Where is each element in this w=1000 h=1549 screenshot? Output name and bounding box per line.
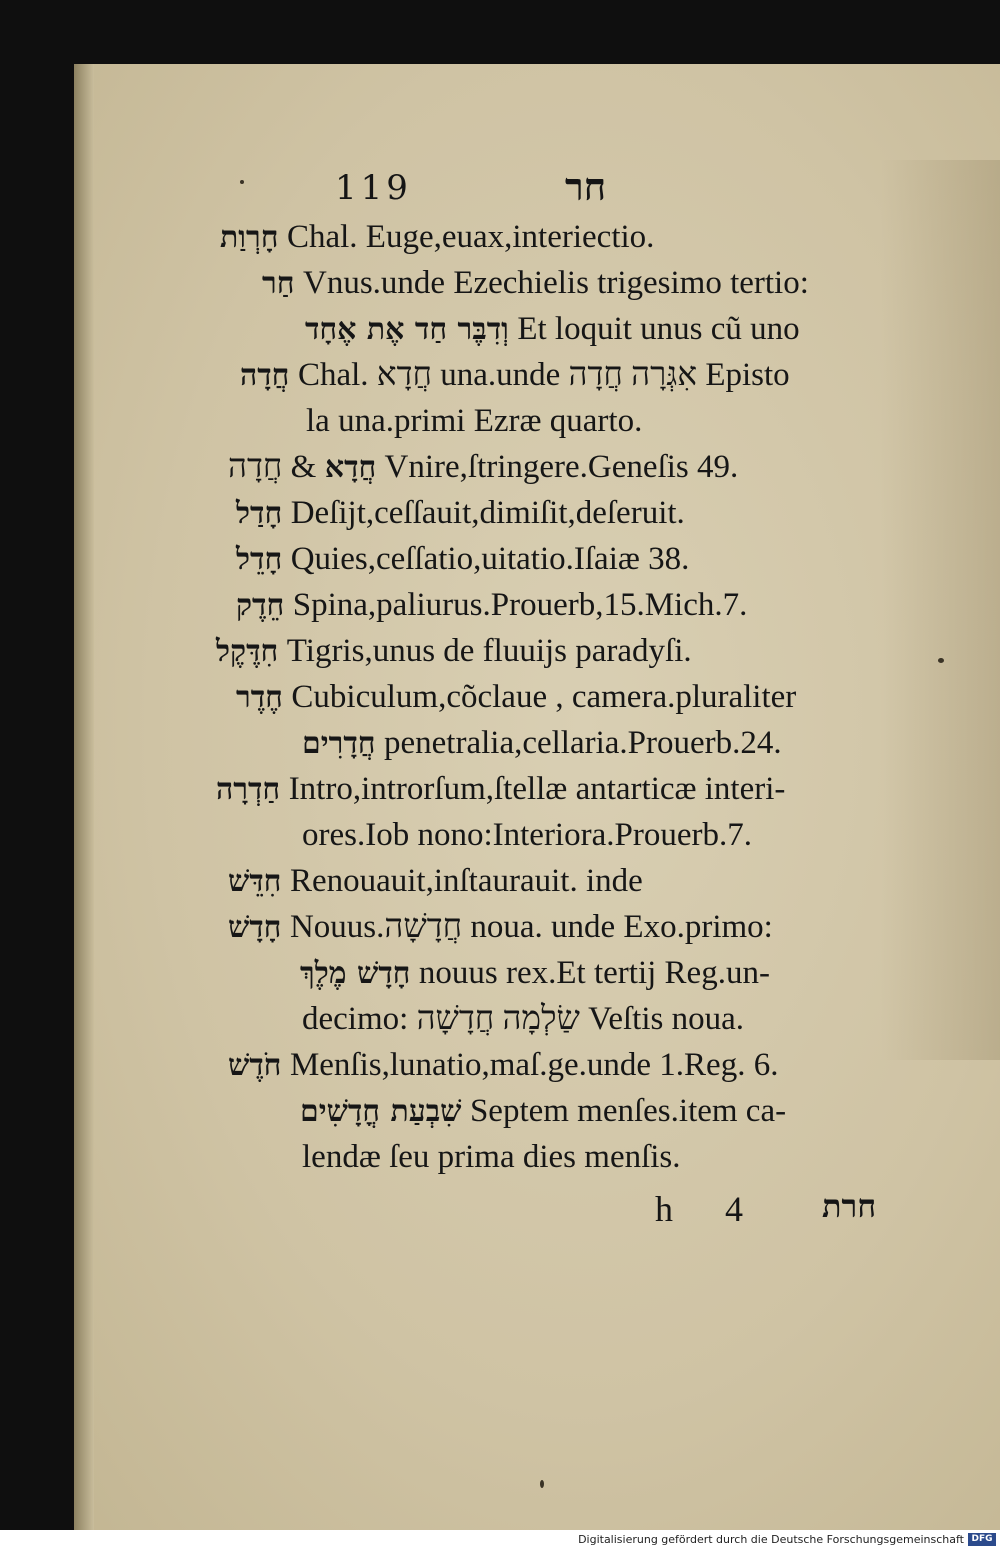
text-line xyxy=(306,398,642,444)
page-number: 119 xyxy=(335,168,412,208)
latin-gloss: Quies,ceſſatio,uitatio.Iſaiæ 38. xyxy=(290,541,690,577)
hebrew-headword: חֶדֶר xyxy=(236,680,283,715)
text-line xyxy=(236,536,689,582)
hebrew-headword: חֲדָה xyxy=(240,358,290,393)
page-footer xyxy=(0,1188,1000,1238)
ink-speck xyxy=(240,180,244,184)
text-line xyxy=(228,904,773,950)
hebrew-headword: וְדִבֶּר חַד אֶת אֶחָד xyxy=(305,312,509,347)
text-line xyxy=(228,858,643,904)
latin-gloss: Vnus.unde Ezechielis trigesimo tertio: xyxy=(303,265,809,301)
latin-gloss: Renouauit,inſtaurauit. inde xyxy=(289,863,643,899)
hebrew-headword: חָדָשׁ xyxy=(228,910,282,945)
latin-gloss: ores.Iob nono:Interiora.Prouerb.7. xyxy=(302,817,752,853)
text-line xyxy=(300,1088,786,1134)
latin-gloss: Tigris,unus de fluuijs paradyſi. xyxy=(286,633,692,669)
hebrew-headword: חֹדֶשׁ xyxy=(228,1048,282,1083)
hebrew-headword: חָדֵל xyxy=(236,542,283,577)
catchword: חרת xyxy=(822,1188,877,1224)
running-head: חר xyxy=(565,164,607,209)
text-line xyxy=(220,214,654,260)
latin-gloss: penetralia,cellaria.Prouerb.24. xyxy=(384,725,782,761)
text-line xyxy=(302,812,752,858)
hebrew-headword: חַר xyxy=(262,266,295,301)
latin-gloss: Chal. חֲדָא una.unde אִגְּרָה חֲדָה Episto xyxy=(297,357,790,393)
credit-text: Digitalisierung gefördert durch die Deutsche Forschungsgemeinschaft xyxy=(578,1533,964,1546)
hebrew-headword: חֲדָא xyxy=(324,450,377,485)
text-line xyxy=(302,996,744,1042)
latin-gloss: lendæ ſeu prima dies menſis. xyxy=(302,1139,681,1175)
text-line xyxy=(305,306,800,352)
latin-gloss: Septem menſes.item ca- xyxy=(469,1093,787,1129)
hebrew-headword: שִׁבְעַת חֳדָשִׁים xyxy=(300,1094,462,1129)
ink-speck xyxy=(938,658,944,663)
text-line xyxy=(240,352,790,398)
hebrew-headword: חָדָשׁ מֶלֶךְ xyxy=(300,956,411,991)
digitization-credit-bar xyxy=(0,1530,1000,1549)
text-line xyxy=(236,582,747,628)
latin-gloss: nouus rex.Et tertij Reg.un- xyxy=(418,955,770,991)
text-line xyxy=(262,260,809,306)
text-line xyxy=(228,444,738,490)
text-line xyxy=(236,674,796,720)
text-line xyxy=(302,720,782,766)
latin-gloss: Et loquit unus cũ uno xyxy=(517,311,800,347)
dfg-logo-icon: DFG xyxy=(968,1533,996,1546)
hebrew-headword: חִדֵּשׁ xyxy=(228,864,282,899)
latin-gloss: Nouus.חֲדָשָׁה noua. unde Exo.primo: xyxy=(289,909,773,945)
latin-gloss: decimo: שַׂלְמָה חֲדָשָׁה Veſtis noua. xyxy=(302,1001,744,1037)
latin-gloss: & חֲדָה Vnire,ſtringere.Geneſis 49. xyxy=(228,449,739,485)
text-line xyxy=(216,628,692,674)
latin-gloss: Cubiculum,cõclaue , camera.pluraliter xyxy=(291,679,797,715)
page-gutter-shadow xyxy=(74,64,94,1530)
hebrew-headword: חָדַל xyxy=(236,496,283,531)
signature-mark: h xyxy=(655,1189,673,1229)
hebrew-headword: חֲדָרִים xyxy=(302,726,376,761)
text-line xyxy=(228,1042,778,1088)
text-line xyxy=(302,1134,681,1180)
hebrew-headword: חַדְרָה xyxy=(216,772,281,807)
latin-gloss: Chal. Euge,euax,interiectio. xyxy=(286,219,655,255)
hebrew-headword: חָרְוַת xyxy=(220,220,279,255)
latin-gloss: Intro,introrſum,ſtellæ antarticæ interi- xyxy=(288,771,786,807)
latin-gloss: la una.primi Ezræ quarto. xyxy=(306,403,643,439)
text-line xyxy=(216,766,785,812)
signature-number: 4 xyxy=(725,1189,743,1229)
text-line xyxy=(236,490,685,536)
hebrew-headword: חִדֶּקֶל xyxy=(216,634,279,669)
show-through-bleed xyxy=(880,160,1000,1060)
ink-speck xyxy=(540,1480,544,1488)
latin-gloss: Deſijt,ceſſauit,dimiſit,deſeruit. xyxy=(290,495,685,531)
latin-gloss: Spina,paliurus.Prouerb,15.Mich.7. xyxy=(292,587,748,623)
latin-gloss: Menſis,lunatio,maſ.ge.unde 1.Reg. 6. xyxy=(289,1047,779,1083)
page-header xyxy=(0,164,1000,218)
hebrew-headword: חֵדֶק xyxy=(236,588,285,623)
text-line xyxy=(300,950,770,996)
